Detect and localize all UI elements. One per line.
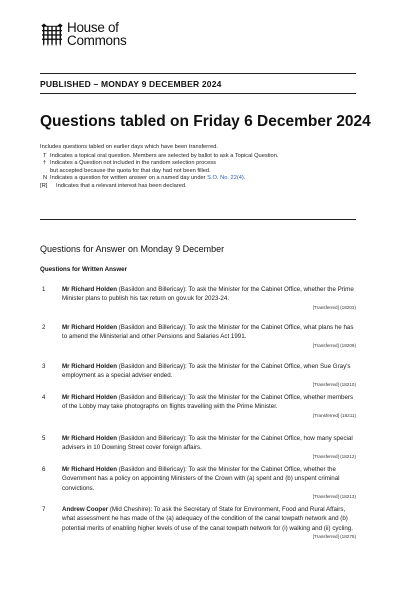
question-item xyxy=(40,393,356,419)
constituency: (Basildon and Billericay): xyxy=(118,286,187,293)
question-item xyxy=(40,323,356,349)
published-date: PUBLISHED – MONDAY 9 DECEMBER 2024 xyxy=(40,79,222,89)
legend-rule xyxy=(40,219,356,220)
question-number: 1 xyxy=(42,286,46,293)
legend-item-topical xyxy=(40,153,360,161)
page-title: Questions tabled on Friday 6 December 2024 xyxy=(40,113,371,130)
constituency: (Basildon and Billericay): xyxy=(118,363,187,370)
legend-text: Indicates a Question not included in the random selection process but accepted because the quota for that day had not been filled. xyxy=(50,160,216,174)
question-number: 3 xyxy=(42,363,46,370)
question-number: 6 xyxy=(42,466,46,473)
question-item xyxy=(40,465,356,500)
question-reference: [Transferred] (18275) xyxy=(312,534,356,540)
legend-symbol: † xyxy=(43,160,47,167)
member-name: Mr Richard Holden xyxy=(62,286,118,293)
constituency: (Mid Cheshire): xyxy=(109,506,153,513)
question-text: To ask the Minister for the Cabinet Office, what plans he has to amend the Ministerial and other Pensions and Salaries Act 1991. xyxy=(62,324,354,341)
question-text: To ask the Minister for the Cabinet Office, whether the Government has a policy on appointing Ministers of the Crown with (a) spent and (b) unspent criminal convictions. xyxy=(62,466,340,492)
legend-item-quota xyxy=(40,160,360,175)
top-rule xyxy=(40,73,356,74)
legend xyxy=(40,144,360,191)
question-reference: [Transferred] (18213) xyxy=(312,494,356,500)
question-number: 7 xyxy=(42,506,46,513)
legend-intro: Includes questions tabled on earlier days which have been transferred. xyxy=(40,144,219,150)
legend-text-end: . xyxy=(243,175,246,182)
member-name: Mr Richard Holden xyxy=(62,394,118,401)
question-text: To ask the Minister for the Cabinet Office, whether members of the Lobby may take photographs on flights travelling with the Prime Minister. xyxy=(62,394,354,411)
question-number: 5 xyxy=(42,435,46,442)
question-item xyxy=(40,362,356,388)
question-item xyxy=(40,434,356,460)
question-item xyxy=(40,285,356,311)
member-name: Mr Richard Holden xyxy=(62,324,118,331)
logo-line-1: House of xyxy=(67,20,119,35)
legend-symbol: T xyxy=(43,152,47,159)
question-number: 2 xyxy=(42,324,46,331)
published-rule xyxy=(40,93,356,94)
question-text: To ask the Minister for the Cabinet Office, when Sue Gray's employment as a special adviser ended. xyxy=(62,363,351,380)
question-reference: [Transferred] (18209) xyxy=(312,342,356,348)
logo-line-2: Commons xyxy=(67,32,127,48)
legend-text: Indicates a question for written answer on a named day under xyxy=(50,175,208,182)
legend-symbol: N xyxy=(43,175,48,182)
question-text: To ask the Secretary of State for Environment, Food and Rural Affairs, what assessment he has made of the (a) adequacy of the condition of the canal towpath network and (b) potential merits of enabling higher levels of use of the canal towpath network for (i) walking and (ii) cycling. xyxy=(62,506,353,532)
member-name: Mr Richard Holden xyxy=(62,363,118,370)
constituency: (Basildon and Billericay): xyxy=(118,324,187,331)
constituency: (Basildon and Billericay): xyxy=(118,435,187,442)
written-answer-heading: Questions for Written Answer xyxy=(40,266,127,273)
standing-order-link[interactable]: S.O. No. 22(4) xyxy=(207,175,244,182)
section-heading: Questions for Answer on Monday 9 December xyxy=(40,244,225,254)
question-number: 4 xyxy=(42,394,46,401)
legend-text: Indicates that a relevant interest has been declared. xyxy=(56,182,187,189)
portcullis-icon xyxy=(40,23,64,47)
member-name: Andrew Cooper xyxy=(62,506,109,513)
legend-item-named-day xyxy=(40,175,360,183)
member-name: Mr Richard Holden xyxy=(62,466,118,473)
question-item xyxy=(40,505,356,540)
question-reference: [Transferred] (18203) xyxy=(312,304,356,310)
question-reference: [Transferred] (18211) xyxy=(313,412,356,418)
question-text: To ask the Minister for the Cabinet Office, whether the Prime Minister plans to publish his tax return on gov.uk for 2023-24. xyxy=(62,286,354,303)
question-text: To ask the Minister for the Cabinet Office, how many special advisers in 10 Downing Street cover foreign affairs. xyxy=(62,435,353,452)
legend-item-relevant-interest xyxy=(40,183,360,191)
legend-text: Indicates a topical oral question. Members are selected by ballot to ask a Topical Question. xyxy=(50,152,279,159)
constituency: (Basildon and Billericay): xyxy=(118,466,187,473)
question-reference: [Transferred] (18212) xyxy=(312,453,356,459)
house-of-commons-logo xyxy=(40,22,126,47)
legend-symbol: [R] xyxy=(40,182,48,189)
constituency: (Basildon and Billericay): xyxy=(118,394,187,401)
member-name: Mr Richard Holden xyxy=(62,435,118,442)
question-reference: [Transferred] (18210) xyxy=(312,381,356,387)
